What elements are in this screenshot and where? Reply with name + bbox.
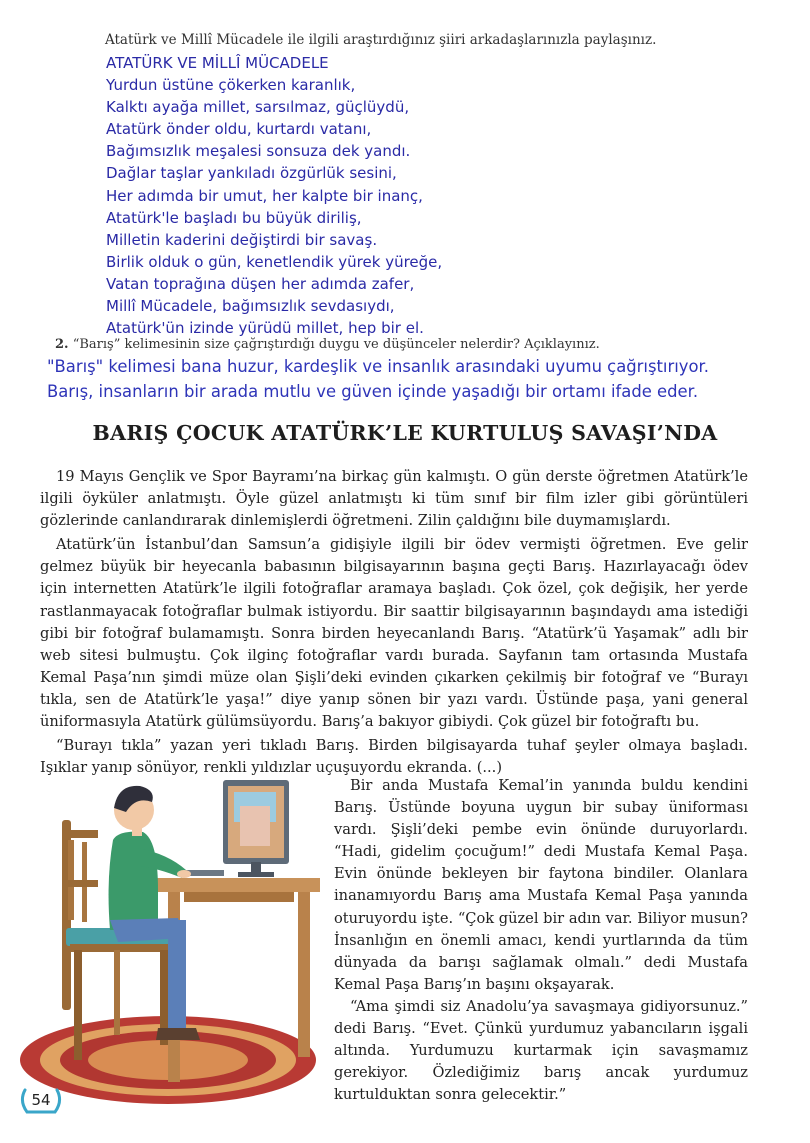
poem-line: Yurdun üstüne çökerken karanlık, xyxy=(106,76,356,95)
story-column xyxy=(334,775,748,1106)
story-body xyxy=(40,466,748,781)
answer-line: Barış, insanların bir arada mutlu ve güven içinde yaşadığı bir ortamı ifade eder. xyxy=(47,382,699,401)
poem-line: Kalktı ayağa millet, sarsılmaz, güçlüydü, xyxy=(106,98,410,117)
answer-line: "Barış" kelimesi bana huzur, kardeşlik ve insanlık arasındaki uyumu çağrıştırıyor. xyxy=(47,357,709,376)
poem-line: Atatürk önder oldu, kurtardı vatanı, xyxy=(106,120,372,139)
question-1: Atatürk ve Millî Mücadele ile ilgili araştırdığınız şiiri arkadaşlarınızla paylaşınız. xyxy=(105,32,657,48)
poem-line: Birlik olduk o gün, kenetlendik yürek yüreğe, xyxy=(106,252,443,271)
story-paragraph: 19 Mayıs Gençlik ve Spor Bayramı’na birkaç gün kalmıştı. O gün derste öğretmen Atatürk’le ilgili öyküler anlatmıştı. Öyle güzel anlatmıştı ki tüm sınıf bir film izler gibi görüntüleri gözlerinde canlandırarak dinlemişlerdi öğretmeni. Zilin çaldığını bile duymamışlardı. xyxy=(40,468,748,530)
question-2-text: “Barış” kelimesinin size çağrıştırdığı duygu ve düşünceler nelerdir? Açıklayınız. xyxy=(72,337,600,352)
poem-line: Atatürk'le başladı bu büyük diriliş, xyxy=(106,208,362,227)
poem-title: ATATÜRK VE MİLLÎ MÜCADELE xyxy=(106,54,329,72)
story-paragraph: “Burayı tıkla” yazan yeri tıkladı Barış. Birden bilgisayarda tuhaf şeyler olmaya başladı. Işıklar yanıp sönüyor, renkli yıldızlar uçuşuyordu ekranda. (...) xyxy=(40,737,748,777)
poem-line: Atatürk'ün izinde yürüdü millet, hep bir el. xyxy=(106,319,424,338)
poem-line: Bağımsızlık meşalesi sonsuza dek yandı. xyxy=(106,142,411,161)
poem-line: Millî Mücadele, bağımsızlık sevdasıydı, xyxy=(106,297,395,316)
boy-at-computer-illustration xyxy=(18,770,330,1105)
poem-line: Her adımda bir umut, her kalpte bir inanç, xyxy=(106,186,423,205)
poem-line: Milletin kaderini değiştirdi bir savaş. xyxy=(106,230,378,249)
story-paragraph: Bir anda Mustafa Kemal’in yanında buldu kendini Barış. Üstünde boyuna uygun bir subay üniforması vardı. Şişli’deki pembe evin önünde duruyorlardı. “Hadi, gidelim çocuğum!” dedi Mustafa Kemal Paşa. Evin önünde bekleyen bir faytona bindiler. Olanlara inanamıyordu Barış ama Mustafa Kemal Paşa yanında oturuyordu işte. “Çok güzel bir adın var. Biliyor musun? İnsanlığın en önemli amacı, kendi yurtlarında da tüm dünyada da barışı sağlamak olmalı.” dedi Mustafa Kemal Paşa Barış’ın başını okşayarak. xyxy=(334,777,748,993)
poem-line: Vatan toprağına düşen her adımda zafer, xyxy=(106,274,415,293)
question-2-number: 2. xyxy=(55,337,69,352)
question-2 xyxy=(55,337,755,352)
poem-line: Dağlar taşlar yankıladı özgürlük sesini, xyxy=(106,164,397,183)
page-number: 54 xyxy=(31,1091,51,1109)
answer xyxy=(47,354,787,404)
poem xyxy=(106,52,746,339)
story-title: BARIŞ ÇOCUK ATATÜRK’LE KURTULUŞ SAVAŞI’NDA xyxy=(92,421,718,445)
story-paragraph: “Ama şimdi siz Anadolu’ya savaşmaya gidiyorsunuz.” dedi Barış. “Evet. Çünkü yurdumuz yabancıların işgali altında. Yurdumuzu kurtarmak için savaşmamız gerekiyor. Özlediğimiz barış ancak yurdumuz kurtulduktan sonra gelecektir.” xyxy=(334,997,748,1104)
story-paragraph: Atatürk’ün İstanbul’dan Samsun’a gidişiyle ilgili bir ödev vermişti öğretmen. Eve gelir gelmez büyük bir heyecanla babasının bilgisayarının başına geçti Barış. Hazırlayacağı ödev için internetten Atatürk’le ilgili fotoğraflar aramaya başladı. Çok özel, çok değişik, her yerde rastlanmayacak fotoğraflar bulmak istiyordu. Bir saattir bilgisayarının başındaydı ama istediği gibi bir fotoğraf bulamamıştı. Sonra birden heyecanlandı Barış. “Atatürk’ü Yaşamak” adlı bir web sitesi bulmuştu. Çok ilginç fotoğraflar vardı burada. Sayfanın tam ortasında Mustafa Kemal Paşa’nın şimdi müze olan Şişli’deki evinden çıkarken çekilmiş bir fotoğraf ve “Burayı tıkla, sen de Atatürk’le yaşa!” diye yanıp sönen bir yazı vardı. Üstünde paşa, yani general üniformasıyla Atatürk gülümsüyordu. Barış’a bakıyor gibiydi. Çok güzel bir fotoğraftı bu. xyxy=(40,536,748,731)
page-number-badge xyxy=(19,1086,63,1116)
